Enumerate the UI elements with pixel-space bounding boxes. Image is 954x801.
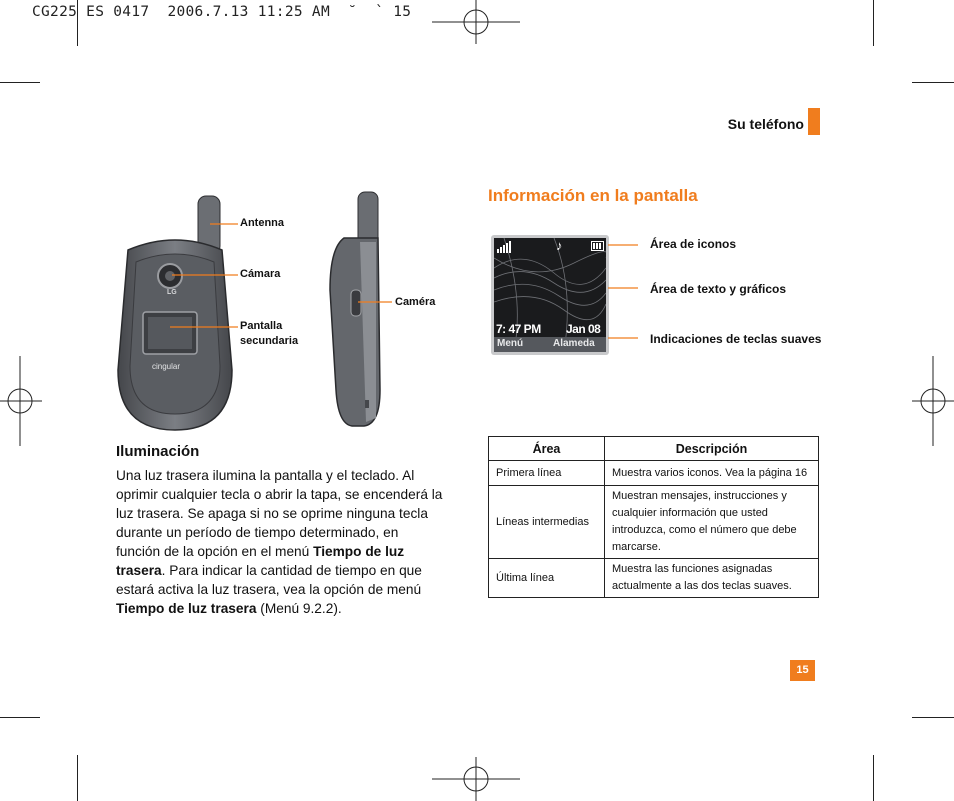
label-text-area: Área de texto y gráficos [650,282,787,296]
table-cell-area: Primera línea [489,461,605,486]
signal-icon [497,241,517,253]
illum-text-2: . Para indicar la cantidad de tiempo en que estará activa la luz trasera, vea la opción de menú [116,563,422,597]
info-table [488,436,819,598]
phone-display-mock [491,235,609,355]
display-screen [494,238,606,352]
illum-menu-ref-2: Tiempo de luz trasera [116,601,257,616]
label-secondary-screen: Pantalla secundaria [240,320,299,347]
label-icons-area: Área de iconos [650,237,737,251]
phone-logo: LG [167,289,177,296]
illumination-paragraph [116,466,444,618]
illum-text-3: (Menú 9.2.2). [256,601,342,616]
battery-icon [591,241,605,251]
table-header-area: Área [489,437,605,461]
table-cell-area: Última línea [489,559,605,598]
table-cell-description: Muestra las funciones asignadas actualmente a las dos teclas suaves. [605,559,819,598]
table-header-description: Descripción [605,437,819,461]
illum-text-1: Una luz trasera ilumina la pantalla y el teclado. Al oprimir cualquier tecla o abrir la tapa, se encenderá la luz trasera. Se apaga si no se oprime ninguna tecla durante un período de tiempo determinado, en función de la opción en el menú [116,468,443,559]
print-header: CG225 ES 0417 2006.7.13 11:25 AM ˘ ` 15 [32,4,412,20]
table-row [489,486,819,559]
table-header-row [489,437,819,461]
label-side-camera: Caméra [395,296,436,308]
table-row [489,559,819,598]
display-time: 7: 47 PM [496,322,541,336]
music-note-icon: ♪ [556,238,563,253]
phone-carrier-logo: cingular [152,362,181,371]
display-date: Jan 08 [566,322,601,336]
illum-menu-ref-1: Tiempo de luz trasera [116,544,405,578]
table-cell-description: Muestran mensajes, instrucciones y cualquier información que usted introduzca, como el número que debe marcarse. [605,486,819,559]
table-row [489,461,819,486]
label-softkey-area: Indicaciones de teclas suaves [650,332,822,346]
section-title: Su teléfono [727,116,804,132]
page-number-badge: 15 [790,660,815,681]
section-tab [808,108,820,135]
label-camera: Cámara [240,268,281,280]
table-cell-description: Muestra varios iconos. Vea la página 16 [605,461,819,486]
illumination-heading: Iluminación [116,443,200,460]
label-antenna: Antenna [240,217,284,229]
info-heading: Información en la pantalla [488,186,698,205]
display-softkey-right: Alameda [553,338,595,349]
display-softkey-left: Menú [497,338,524,349]
screen-leader-lines [606,238,646,348]
table-cell-area: Líneas intermedias [489,486,605,559]
